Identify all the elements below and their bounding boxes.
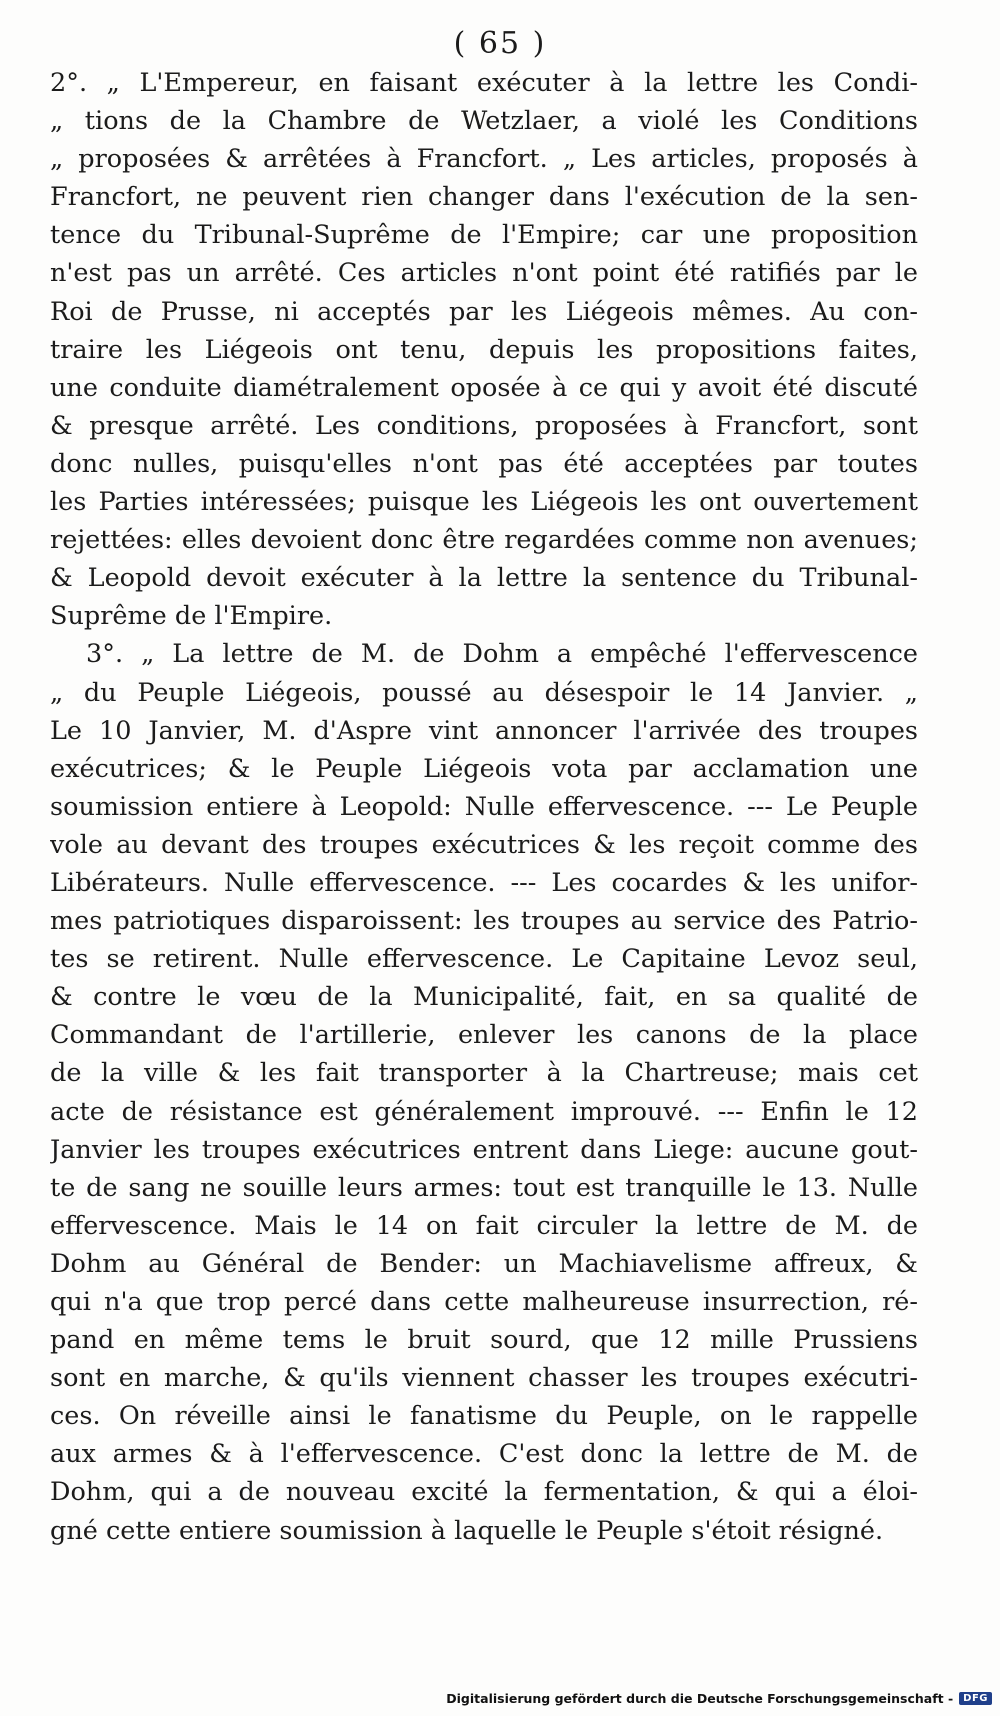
text-line: n'est pas un arrêté. Ces articles n'ont point été ratifiés par le <box>50 258 918 289</box>
text-line: pand en même tems le bruit sourd, que 12 mille Prussiens <box>50 1325 918 1356</box>
text-line: Janvier les troupes exécutrices entrent dans Liege: aucune gout- <box>50 1134 918 1165</box>
text-line: une conduite diamétralement oposée à ce qui y avoit été discuté <box>50 372 918 403</box>
credit-text: Digitalisierung gefördert durch die Deutsche Forschungsgemeinschaft - <box>446 1691 954 1706</box>
text-line: qui n'a que trop percé dans cette malheureuse insurrection, ré- <box>50 1287 918 1317</box>
text-line: vole au devant des troupes exécutrices & les reçoit comme des <box>50 829 918 860</box>
page-number: ( 65 ) <box>453 26 547 61</box>
text-line: soumission entiere à Leopold: Nulle effervescence. --- Le Peuple <box>50 791 918 822</box>
text-line: „ du Peuple Liégeois, poussé au désespoir le 14 Janvier. „ <box>50 677 918 708</box>
text-line: & presque arrêté. Les conditions, proposées à Francfort, sont <box>50 410 918 441</box>
text-line: tes se retirent. Nulle effervescence. Le Capitaine Levoz seul, <box>50 944 918 975</box>
text-line: gné cette entiere soumission à laquelle le Peuple s'étoit résigné. <box>50 1515 884 1546</box>
body-text <box>50 64 918 1550</box>
text-line: „ tions de la Chambre de Wetzlaer, a violé les Conditions <box>50 106 918 137</box>
digitization-credit <box>446 1691 992 1706</box>
text-line: exécutrices; & le Peuple Liégeois vota par acclamation une <box>50 753 918 784</box>
text-line: Commandant de l'artillerie, enlever les canons de la place <box>50 1020 918 1051</box>
text-line: „ proposées & arrêtées à Francfort. „ Les articles, proposés à <box>50 144 918 175</box>
text-line: ces. On réveille ainsi le fanatisme du Peuple, on le rappelle <box>50 1401 918 1432</box>
text-line: & contre le vœu de la Municipalité, fait, en sa qualité de <box>50 982 918 1013</box>
text-line: mes patriotiques disparoissent: les troupes au service des Patrio- <box>50 906 918 937</box>
text-line: & Leopold devoit exécuter à la lettre la sentence du Tribunal- <box>50 563 918 594</box>
text-line: 3°. „ La lettre de M. de Dohm a empêché l'effervescence <box>86 639 918 670</box>
text-line: te de sang ne souille leurs armes: tout est tranquille le 13. Nulle <box>50 1172 918 1203</box>
text-line: effervescence. Mais le 14 on fait circuler la lettre de M. de <box>50 1210 918 1241</box>
text-line: de la ville & les fait transporter à la Chartreuse; mais cet <box>50 1058 918 1089</box>
text-line: rejettées: elles devoient donc être regardées comme non avenues; <box>50 525 918 556</box>
text-line: sont en marche, & qu'ils viennent chasser les troupes exécutri- <box>50 1363 918 1394</box>
text-line: tence du Tribunal-Suprême de l'Empire; car une proposition <box>50 220 918 251</box>
text-line: aux armes & à l'effervescence. C'est donc la lettre de M. de <box>50 1439 918 1470</box>
text-line: Suprême de l'Empire. <box>50 601 333 632</box>
dfg-logo: DFG <box>959 1692 992 1705</box>
text-line: Francfort, ne peuvent rien changer dans l'exécution de la sen- <box>50 182 918 213</box>
text-line: acte de résistance est généralement improuvé. --- Enfin le 12 <box>50 1096 918 1127</box>
text-line: Libérateurs. Nulle effervescence. --- Les cocardes & les unifor- <box>50 867 918 898</box>
text-line: donc nulles, puisqu'elles n'ont pas été acceptées par toutes <box>50 448 918 479</box>
text-line: Le 10 Janvier, M. d'Aspre vint annoncer l'arrivée des troupes <box>50 715 918 746</box>
text-line: les Parties intéressées; puisque les Liégeois les ont ouvertement <box>50 487 918 518</box>
text-line: Dohm, qui a de nouveau excité la fermentation, & qui a éloi- <box>50 1477 918 1508</box>
text-line: Dohm au Général de Bender: un Machiavelisme affreux, & <box>50 1248 918 1279</box>
text-line: Roi de Prusse, ni acceptés par les Liégeois mêmes. Au con- <box>50 296 918 327</box>
text-line: 2°. „ L'Empereur, en faisant exécuter à la lettre les Condi- <box>50 68 918 98</box>
text-line: traire les Liégeois ont tenu, depuis les propositions faites, <box>50 334 918 365</box>
